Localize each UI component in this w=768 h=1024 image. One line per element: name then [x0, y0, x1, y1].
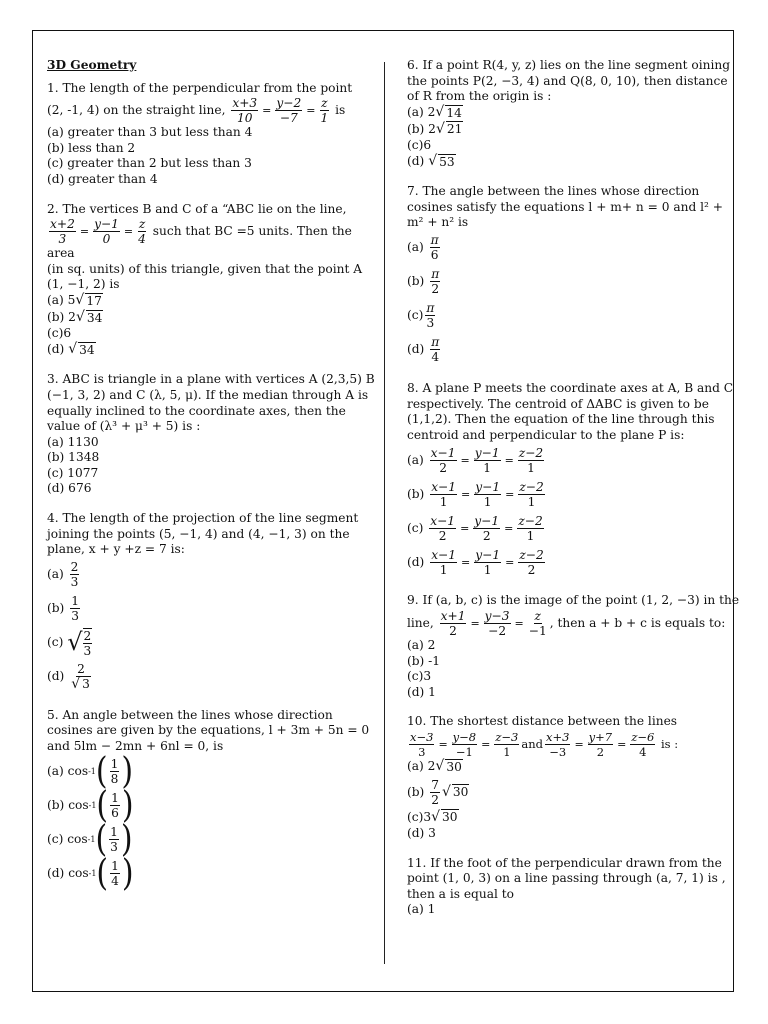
- option-b: (b) cos -1 ( $\frac{1}{6}$ ): [47, 784, 134, 827]
- fraction: $\frac{x+2}{3}$: [50, 217, 75, 247]
- option-a: (a) 5 √ 17: [47, 292, 102, 309]
- question-1: [47, 81, 373, 188]
- option-d: (d) √ 53: [407, 153, 455, 170]
- option-c: (c) $\frac{\pi}{3}$: [407, 301, 435, 331]
- option-b: (b) 2 √ 34: [47, 309, 103, 326]
- question-equation: line, $\frac{x+1}{2}$ = $\frac{y-3}{-2}$ = $\frac{z}{-1}$ , then a + b + c is equals to:: [407, 608, 726, 638]
- question-4: 4. The length of the projection of the line segment joining the points (5, −1, 4) and (4, −1, 3) on the plane, x + y +z = 7 is: (a) $\frac{2}{3}$ (b) $\frac{1}{3}$ (c) √ $\frac{2}{3}$ (d) $\frac{2}{√ 3}$: [47, 511, 373, 694]
- fraction: $\frac{x+3}{10}$: [232, 96, 258, 126]
- option-b: (b) $\frac{7}{2}$ √ 30: [407, 777, 469, 807]
- question-text: 2. The vertices B and C of a “ABC lie on the line,: [47, 201, 347, 216]
- option-c: (c)6: [47, 326, 72, 341]
- option-a: (a) $\frac{x-1}{2}$ = $\frac{y-1}{1}$ = $\frac{z-2}{1}$: [407, 445, 544, 475]
- question-5: 5. An angle between the lines whose direction cosines are given by the equations, l + 3m + 5n = 0 and 5lm − 2mn + 6nl = 0, is (a) cos -1 ( $\frac{1}{8}$ ) (b) cos -1 ( $\frac{1}{6}$ ) (c) cos -1 ( $\frac{1}{3}$ ) (d) cos -1 ( $\frac{1}{4}$ ): [47, 708, 373, 891]
- option-d: (d) 3: [407, 826, 436, 841]
- option-a: (a) 2: [407, 637, 436, 652]
- question-equation: $\frac{x+2}{3}$ = $\frac{y-1}{0}$ = $\frac{z}{4}$ such that BC =5 units. Then the: [50, 217, 352, 247]
- option-a: (a) $\frac{2}{3}$: [47, 560, 79, 590]
- right-column: [407, 58, 740, 932]
- question-equation: $\frac{x-3}{3}$ = $\frac{y-8}{-1}$ = $\frac{z-3}{1}$ and $\frac{x+3}{-3}$ = $\frac{y+7}{2}$ = $\frac{z-6}{4}$ is :: [410, 729, 679, 759]
- option-a: (a) 2 √ 14: [407, 104, 462, 121]
- option-b: (b) $\frac{\pi}{2}$: [407, 267, 440, 297]
- fraction: $\frac{z}{1}$: [320, 96, 329, 126]
- option-a: (a) 1130: [47, 434, 99, 449]
- option-c: (c) 1077: [47, 465, 99, 480]
- option-c: (c)6: [407, 137, 432, 152]
- option-d: (d) cos -1 ( $\frac{1}{4}$ ): [47, 852, 134, 895]
- page-title: 3D Geometry: [47, 58, 137, 72]
- fraction: $\frac{y-1}{0}$: [94, 217, 119, 247]
- question-9: 9. If (a, b, c) is the image of the point (1, 2, −3) in the line, $\frac{x+1}{2}$ = $\frac{y-3}{-2}$ = $\frac{z}{-1}$ , then a + b + c is equals to: (a) 2 (b) -1 (c)3 (d) 1: [407, 593, 740, 699]
- option-c: (c) greater than 2 but less than 3: [47, 156, 252, 171]
- option-b: (b) less than 2: [47, 140, 136, 155]
- option-b: (b) 1348: [47, 450, 100, 465]
- option-c: (c)3 √ 30: [407, 808, 458, 825]
- option-b: (b) $\frac{x-1}{1}$ = $\frac{y-1}{1}$ = $\frac{z-2}{1}$: [407, 479, 544, 509]
- fraction: $\frac{y-2}{-7}$: [276, 96, 302, 126]
- option-d: (d) 1: [407, 684, 436, 699]
- option-c: (c) $\frac{x-1}{2}$ = $\frac{y-1}{2}$ = $\frac{z-2}{1}$: [407, 513, 543, 543]
- option-d: (d) 676: [47, 481, 92, 496]
- option-d: (d) $\frac{2}{√ 3}$: [47, 662, 90, 693]
- fraction: $\frac{z}{4}$: [138, 217, 146, 247]
- option-d: (d) greater than 4: [47, 171, 158, 186]
- option-b: (b) -1: [407, 653, 441, 668]
- option-a: (a) 1: [407, 902, 436, 917]
- question-3: 3. ABC is triangle in a plane with vertices A (2,3,5) B (−1, 3, 2) and C (λ, 5, μ). If the median through A is equally inclined to the coordinate axes, then the value of (λ³ + μ³ + 5) is : (a) 1130 (b) 1348 (c) 1077 (d) 676: [47, 372, 375, 496]
- option-c: (c) √ $\frac{2}{3}$: [47, 628, 92, 658]
- option-d: (d) $\frac{\pi}{4}$: [407, 335, 440, 365]
- option-a: (a) greater than 3 but less than 4: [47, 125, 253, 140]
- question-11: 11. If the foot of the perpendicular drawn from the point (1, 0, 3) on a line passing through (a, 7, 1) is , then a is equal to (a) 1: [407, 855, 726, 917]
- option-c: (c) cos -1 ( $\frac{1}{3}$ ): [47, 818, 133, 861]
- question-6: 6. If a point R(4, y, z) lies on the line segment oining the points P(2, −3, 4) and Q(8, 0, 10), then distance of R from the origin is : (a) 2 √ 14 (b) 2 √ 21 (c)6 (d) √ 53: [407, 58, 731, 170]
- option-a: (a) cos -1 ( $\frac{1}{8}$ ): [47, 750, 134, 793]
- question-2: 2. The vertices B and C of a “ABC lie on the line, $\frac{x+2}{3}$ = $\frac{y-1}{0}$ = $\frac{z}{4}$ such that BC =5 units. Then the area (in sq. units) of this triangle, given that the point A (1, −1, 2) is (a) 5 √ 17 (b) 2 √ 34 (c)6 (d) √ 34: [47, 202, 373, 359]
- question-8: 8. A plane P meets the coordinate axes at A, B and C respectively. The centroid of ΔABC is given to be (1,1,2). Then the equation of the line through this centroid and perpendicular to the plane P is: (a) $\frac{x-1}{2}$ = $\frac{y-1}{1}$ = $\frac{z-2}{1}$ (b) $\frac{x-1}{1}$ = $\frac{y-1}{1}$ = $\frac{z-2}{1}$ (c) $\frac{x-1}{2}$ = $\frac{y-1}{2}$ = $\frac{z-2}{1}$ (d) $\frac{x-1}{1}$ = $\frac{y-1}{1}$ = $\frac{z-2}{2}$: [407, 381, 725, 579]
- option-c: (c)3: [407, 669, 432, 684]
- column-divider: [384, 62, 385, 964]
- option-b: (b) 2 √ 21: [407, 120, 463, 137]
- option-d: (d) $\frac{x-1}{1}$ = $\frac{y-1}{1}$ = $\frac{z-2}{2}$: [407, 547, 544, 577]
- question-equation: (2, -1, 4) on the straight line, $\frac{x+3}{10}$ = $\frac{y-2}{-7}$ = $\frac{z}{1}$ is: [47, 96, 346, 126]
- left-column: [47, 58, 373, 905]
- question-text: 1. The length of the perpendicular from the point: [47, 80, 353, 95]
- option-b: (b) $\frac{1}{3}$: [47, 594, 79, 624]
- option-a: (a) $\frac{\pi}{6}$: [407, 233, 439, 263]
- option-a: (a) 2 √ 30: [407, 758, 462, 775]
- option-d: (d) √ 34: [47, 341, 95, 358]
- question-7: 7. The angle between the lines whose direction cosines satisfy the equations l + m+ n = 0 and l² + m² + n² is (a) $\frac{\pi}{6}$ (b) $\frac{\pi}{2}$ (c) $\frac{\pi}{3}$ (d) $\frac{\pi}{4}$: [407, 184, 725, 367]
- question-10: 10. The shortest distance between the lines $\frac{x-3}{3}$ = $\frac{y-8}{-1}$ = $\frac{z-3}{1}$ and $\frac{x+3}{-3}$ = $\frac{y+7}{2}$ = $\frac{z-6}{4}$ is : (a) 2 √ 30 (b) $\frac{7}{2}$ √ 30 (c)3 √ 30 (d) 3: [407, 714, 725, 841]
